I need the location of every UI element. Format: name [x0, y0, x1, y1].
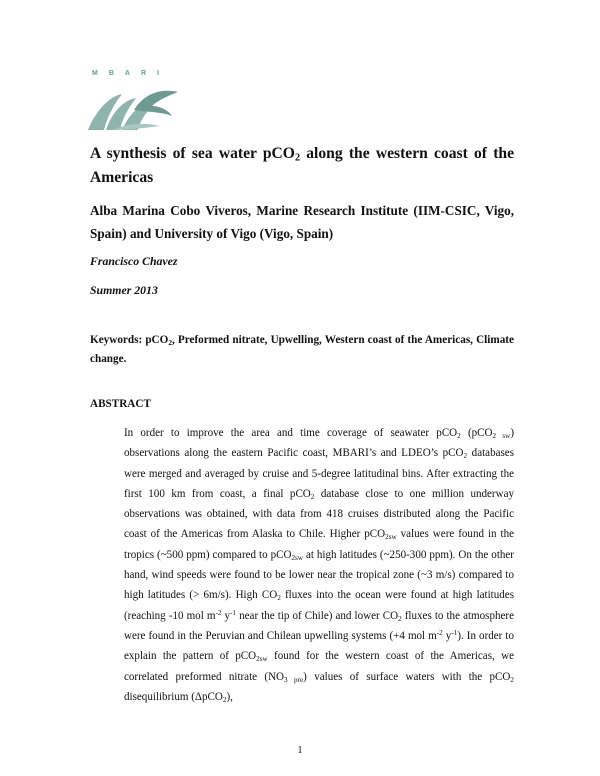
mbari-logo-text: MBARI [92, 70, 170, 77]
mbari-logo-icon [82, 66, 182, 136]
abstract-heading: ABSTRACT [90, 398, 151, 410]
keywords-label: Keywords [90, 334, 139, 346]
authors: Alba Marina Cobo Viveros, Marine Research Institute (IIM-CSIC, Vigo, Spain) and University of Vigo (Vigo, Spain) [90, 203, 514, 241]
mbari-logo [82, 66, 182, 136]
keywords: Keywords: pCO$_2$, Preformed nitrate, Upwelling, Western coast of the Americas, Climate change. [90, 334, 514, 365]
supervisor: Francisco Chavez [90, 254, 178, 268]
date: Summer 2013 [90, 283, 158, 297]
abstract-body: In order to improve the area and time coverage of seawater pCO$_2$ (pCO$_{2 sw}$) observations along the eastern Pacific coast, MBARI’s and LDEO’s pCO$_2$ databases were merged and averaged by cruise and 5-degree latitudinal bins. After extracting the first 100 km from coast, a final pCO$_2$ database close to one million underway observations was obtained, with data from 418 cruises distributed along the Pacific coast of the Americas from Alaska to Chile. Higher pCO$_{2sw}$ values were found in the tropics (~500 ppm) compared to pCO$_{2sw}$ at high latitudes (~250-300 ppm). On the other hand, wind speeds were found to be lower near the tropical zone (~3 m/s) compared to high latitudes (> 6m/s). High $CO_2$ fluxes into the ocean were found at high latitudes (reaching -10 mol $m^{-2}$ $y^{-1}$ near the tip of Chile) and lower $CO_2$ fluxes to the atmosphere were found in the Peruvian and Chilean upwelling systems (+4 mol $m^{-2}$ $y^{-1}$). In order to explain the pattern of pCO$_{2sw}$ found for the western coast of the Americas, we correlated preformed nitrate $(NO_{3 pre})$ values of surface waters with the pCO$_2$ disequilibrium (ΔpCO$_2$), [124, 427, 515, 704]
page-number: 1 [297, 745, 303, 756]
paper-title: A synthesis of sea water pCO$_2$ along the western coast of the Americas [90, 145, 514, 186]
